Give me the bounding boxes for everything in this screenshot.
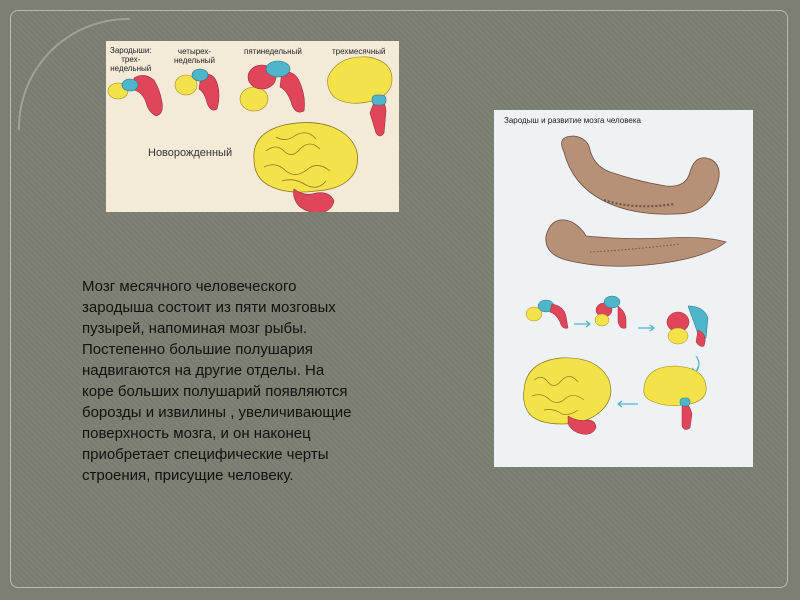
text-line: надвигаются на другие отделы. На	[82, 362, 325, 379]
text-line: строения, присущие человеку.	[82, 467, 294, 484]
figure-right-title: Зародыш и развитие мозга человека	[504, 116, 641, 125]
brain-stage-1	[526, 300, 568, 328]
embryo-development-figure	[494, 110, 753, 467]
brain-three-months	[328, 57, 392, 136]
brain-three-weeks	[108, 75, 162, 116]
label-four-weeks-line2: недельный	[174, 56, 216, 65]
embryo-curled	[562, 136, 720, 214]
embryo-drawing	[494, 110, 753, 467]
label-three-weeks-line2: трех-	[121, 55, 141, 64]
brain-stage-2	[595, 296, 626, 328]
label-three-weeks-line3: недельный	[110, 64, 152, 73]
text-line: борозды и извилины , увеличивающие	[82, 404, 352, 421]
label-three-months: трехмесячный	[332, 47, 386, 56]
brain-development-figure	[106, 41, 399, 212]
text-line: коре больших полушарий появляются	[82, 383, 348, 400]
text-line: приобретает специфические черты	[82, 446, 329, 463]
label-newborn: Новорожденный	[148, 147, 233, 159]
label-three-weeks-line1: Зародыши:	[110, 46, 152, 55]
brain-stage-folded	[524, 358, 611, 435]
brain-stage-smooth	[644, 366, 706, 430]
brain-stage-3	[667, 306, 708, 347]
brain-newborn	[254, 123, 358, 212]
label-five-weeks: пятинедельный	[244, 47, 302, 56]
text-line: Мозг месячного человеческого	[82, 278, 297, 295]
brain-four-weeks	[175, 69, 219, 110]
text-line: пузырей, напоминая мозг рыбы.	[82, 320, 308, 337]
text-line: поверхность мозга, и он наконец	[82, 425, 311, 442]
slide-body-text	[82, 276, 472, 486]
brain-five-weeks	[240, 61, 305, 112]
embryo-elongated	[546, 220, 726, 266]
text-line: Постепенно большие полушария	[82, 341, 313, 358]
label-four-weeks-line1: четырех-	[177, 47, 212, 56]
text-line: зародыша состоит из пяти мозговых	[82, 299, 336, 316]
